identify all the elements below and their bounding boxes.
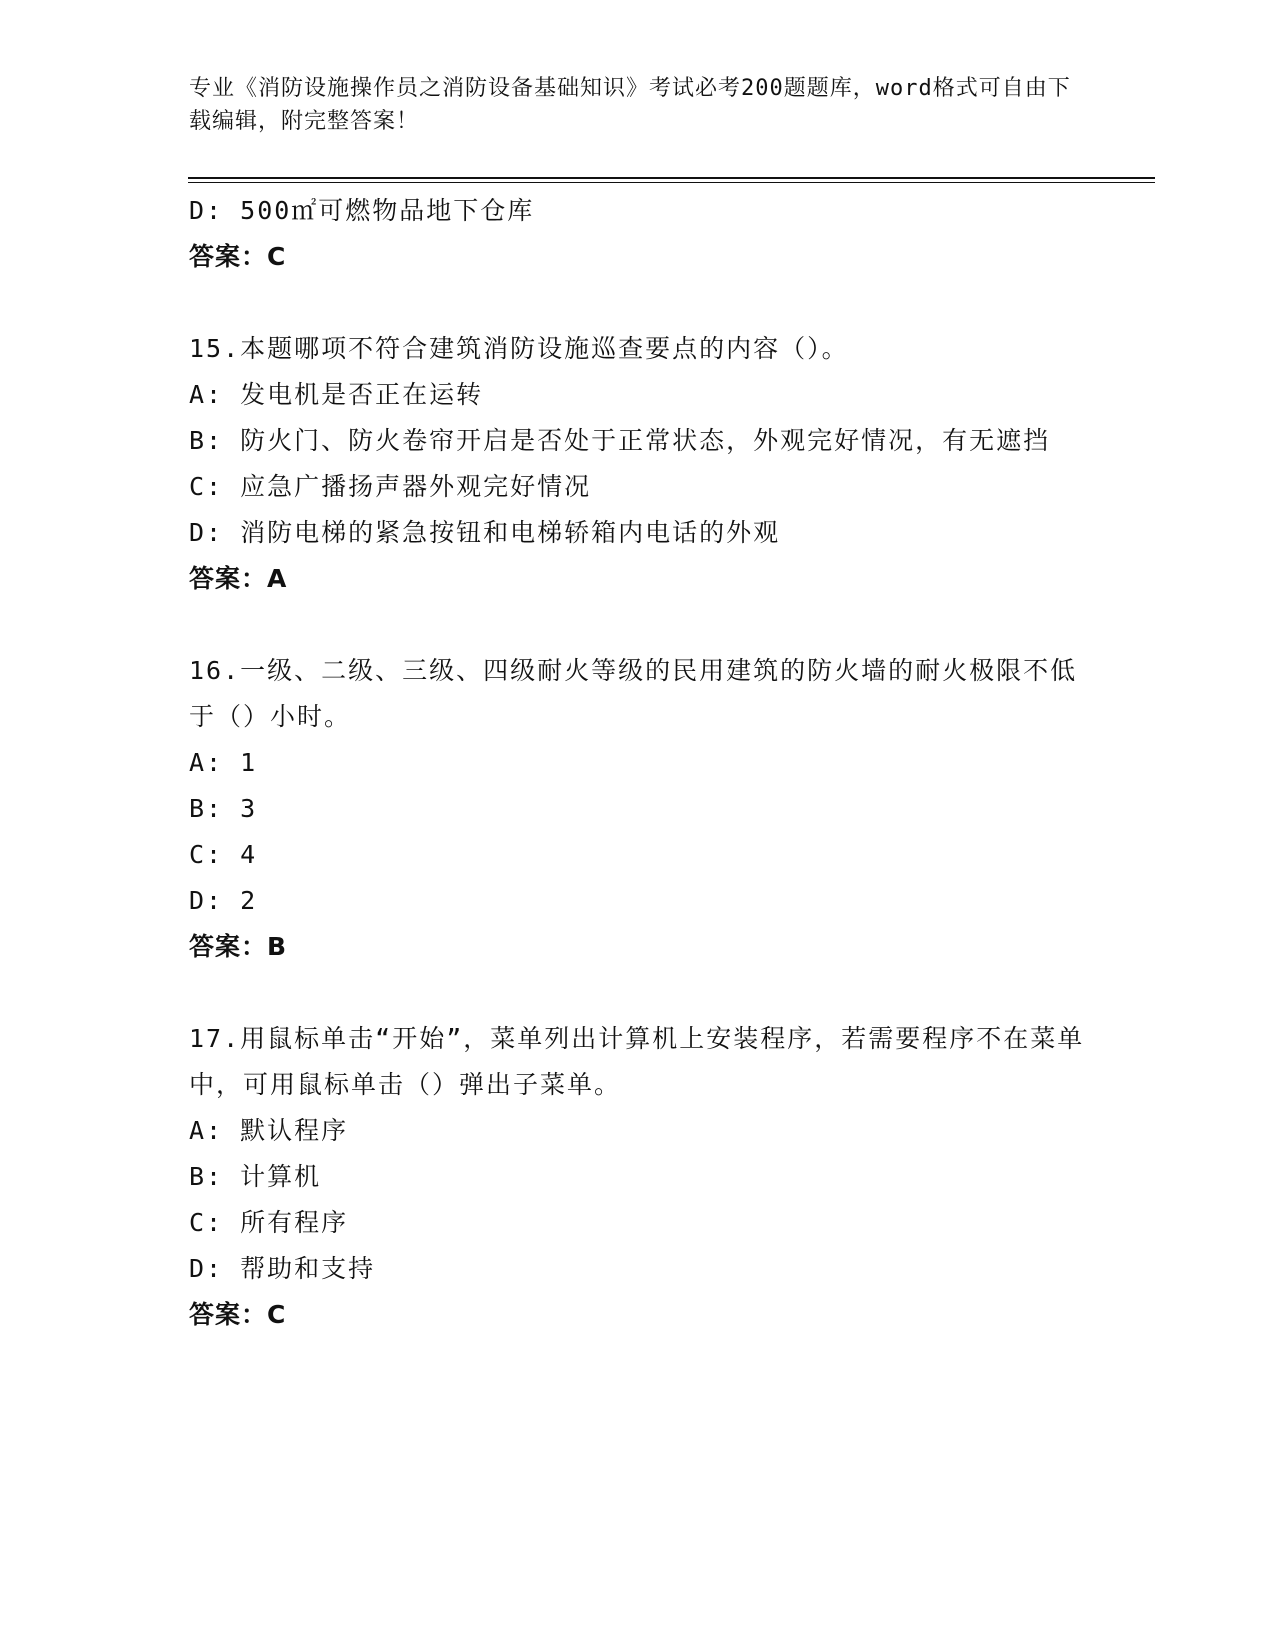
option-c: C: 所有程序 <box>189 1208 349 1237</box>
header-rule-thick <box>188 177 1155 179</box>
spacer <box>189 970 1089 1016</box>
page-header: 专业《消防设施操作员之消防设备基础知识》考试必考200题题库，word格式可自由下载编辑，附完整答案！ <box>189 76 1071 134</box>
question-15 <box>189 326 1089 602</box>
question-list <box>189 188 1089 1338</box>
question-stem: 16.一级、二级、三级、四级耐火等级的民用建筑的防火墙的耐火极限不低于（）小时。 <box>189 656 1078 731</box>
question-stem: 17.用鼠标单击“开始”，菜单列出计算机上安装程序，若需要程序不在菜单中，可用鼠标单击（）弹出子菜单。 <box>189 1024 1085 1099</box>
option-a: A: 默认程序 <box>189 1116 349 1145</box>
answer: 答案：A <box>189 564 288 593</box>
option-d: D: 帮助和支持 <box>189 1254 376 1283</box>
option-d: D: 2 <box>189 886 258 915</box>
option-a: A: 发电机是否正在运转 <box>189 380 484 409</box>
question-stem: 15.本题哪项不符合建筑消防设施巡查要点的内容（）。 <box>189 334 849 363</box>
option-d: D: 消防电梯的紧急按钮和电梯轿箱内电话的外观 <box>189 518 781 547</box>
option-c: C: 4 <box>189 840 258 869</box>
question-14-option-d: D: 500㎡可燃物品地下仓库 <box>189 196 535 225</box>
option-b: B: 防火门、防火卷帘开启是否处于正常状态，外观完好情况，有无遮挡 <box>189 426 1051 455</box>
question-14-answer: 答案：C <box>189 242 287 271</box>
spacer <box>189 280 1089 326</box>
question-16 <box>189 648 1089 970</box>
header-rule-thin <box>188 182 1155 183</box>
option-c: C: 应急广播扬声器外观完好情况 <box>189 472 592 501</box>
option-b: B: 计算机 <box>189 1162 322 1191</box>
spacer <box>189 602 1089 648</box>
answer: 答案：C <box>189 1300 287 1329</box>
answer: 答案：B <box>189 932 288 961</box>
question-17 <box>189 1016 1089 1338</box>
option-b: B: 3 <box>189 794 258 823</box>
option-a: A: 1 <box>189 748 258 777</box>
